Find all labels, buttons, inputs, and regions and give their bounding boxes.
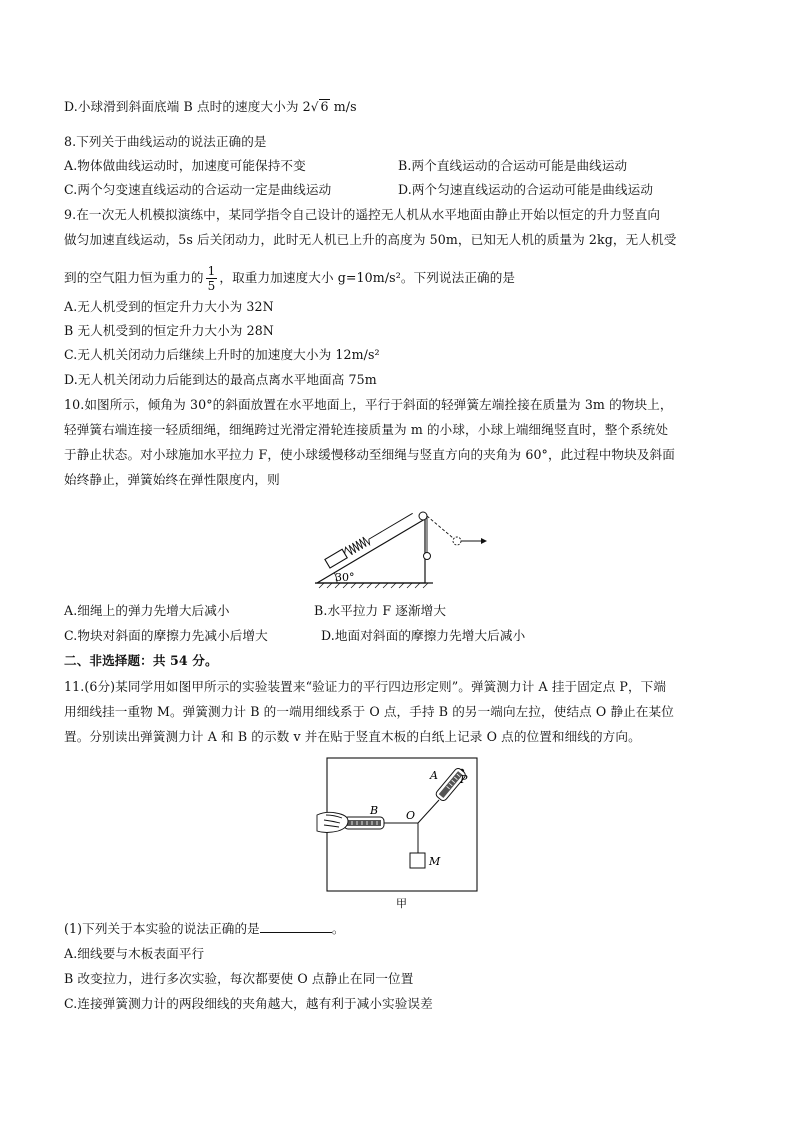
spring	[342, 535, 371, 558]
displaced-ball	[453, 537, 461, 545]
q9-line-2: 做匀加速直线运动，5s 后关闭动力，此时无人机已上升的高度为 50m，已知无人机的质量为 2kg，无人机受	[64, 232, 677, 247]
figure-caption: 甲	[396, 897, 407, 910]
incline-angle-label: 30°	[335, 571, 355, 584]
pulley	[419, 512, 427, 520]
section-2-heading: 二、非选择题：共 54 分。	[64, 653, 218, 668]
q9-line-1: 9.在一次无人机模拟演练中，某同学指令自己设计的遥控无人机从水平地面由静止开始以恒定的升力竖直向	[64, 207, 661, 222]
q10-line-4: 始终静止，弹簧始终在弹性限度内，则	[64, 472, 280, 487]
q11-line-3: 置。分别读出弹簧测力计 A 和 B 的示数 v 并在贴于竖直木板的白纸上记录 O 点的位置和细线的方向。	[64, 729, 641, 744]
q10-option-b: B.水平拉力 F 逐渐增大	[314, 603, 447, 618]
ball	[424, 553, 431, 560]
q8-option-a: A.物体做曲线运动时，加速度可能保持不变	[64, 158, 306, 173]
q11-line-2: 用细线挂一重物 M。弹簧测力计 B 的一端用细线系于 O 点，手持 B 的另一端向左拉，使结点 O 静止在某位	[64, 704, 674, 719]
q10-option-a: A.细绳上的弹力先增大后减小	[64, 603, 230, 618]
label-o: O	[406, 809, 416, 822]
q10-line-3: 于静止状态。对小球施加水平拉力 F，使小球缓慢移动至细绳与竖直方向的夹角为 60°，此过程中物块及斜面	[64, 447, 675, 462]
q10-option-d: D.地面对斜面的摩擦力先增大后减小	[321, 628, 526, 643]
q8-option-b: B.两个直线运动的合运动可能是曲线运动	[398, 158, 628, 173]
force-parallelogram-figure	[312, 755, 484, 913]
q11-option-a: A.细线要与木板表面平行	[64, 946, 205, 961]
weight-m	[410, 853, 425, 868]
label-b: B	[370, 804, 379, 817]
q8-option-d: D.两个匀速直线运动的合运动可能是曲线运动	[398, 182, 654, 197]
q10-line-1: 10.如图所示，倾角为 30°的斜面放置在水平地面上，平行于斜面的轻弹簧左端拴接在质量为 3m 的物块上，	[64, 397, 673, 412]
q9-line-3: 到的空气阻力恒为重力的 $\frac{1}{5}$ ，取重力加速度大小 g=10m/s²。下列说法正确的是	[64, 264, 516, 293]
label-a: A	[430, 769, 438, 782]
fraction-one-fifth: $\frac{1}{5}$	[207, 264, 216, 293]
label-p: P	[460, 773, 468, 786]
q7-option-d: D.小球滑到斜面底端 B 点时的速度大小为 2√ 6 m/s	[64, 99, 357, 114]
incline-pulley-figure	[305, 505, 495, 590]
q10-line-2: 轻弹簧右端连接一轻质细绳，细绳跨过光滑定滑轮连接质量为 m 的小球，小球上端细绳竖直时，整个系统处	[64, 422, 669, 437]
q11-line-1: 11.(6分)某同学用如图甲所示的实验装置来“验证力的平行四边形定则”。弹簧测力计 A 挂于固定点 P，下端	[64, 679, 667, 694]
q9-option-b: B 无人机受到的恒定升力大小为 28N	[64, 323, 274, 338]
answer-blank[interactable]	[260, 920, 332, 933]
q10-option-c: C.物块对斜面的摩擦力先减小后增大	[64, 628, 268, 643]
q9-option-d: D.无人机关闭动力后能到达的最高点离水平地面高 75m	[64, 372, 377, 387]
block-3m	[325, 549, 347, 568]
q9-option-c: C.无人机关闭动力后继续上升时的加速度大小为 12m/s²	[64, 347, 380, 362]
label-m: M	[429, 855, 441, 868]
q8-stem: 8.下列关于曲线运动的说法正确的是	[64, 134, 267, 149]
q11-option-c: C.连接弹簧测力计的两段细线的夹角越大，越有利于减小实验误差	[64, 996, 433, 1011]
q11-sub-1: (1)下列关于本实验的说法正确的是 。	[64, 921, 345, 936]
q9-option-a: A.无人机受到的恒定升力大小为 32N	[64, 299, 274, 314]
q11-option-b: B 改变拉力，进行多次实验，每次都要使 O 点静止在同一位置	[64, 971, 414, 986]
q8-option-c: C.两个匀变速直线运动的合运动一定是曲线运动	[64, 182, 332, 197]
